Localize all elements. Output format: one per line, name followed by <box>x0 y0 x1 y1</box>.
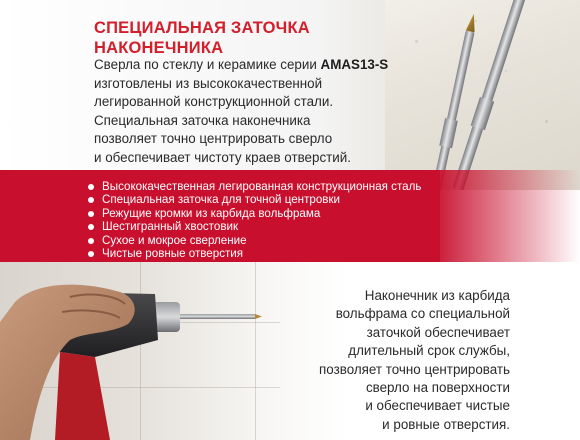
feature-item: Специальная заточка для точной центровки <box>88 193 421 206</box>
intro-line-2: изготовлены из высококачественной <box>94 75 323 91</box>
drill-bits-image <box>395 0 535 190</box>
bullet-icon <box>88 224 94 230</box>
section-heading <box>94 18 310 58</box>
intro-line-3: легированной конструкционной стали. <box>94 94 334 109</box>
features-band-fade <box>430 170 580 262</box>
drill-in-hand-image <box>0 262 330 440</box>
tip-line-3: заточкой обеспечивает <box>366 324 510 340</box>
feature-item: Сухое и мокрое сверление <box>88 234 421 247</box>
feature-item: Режущие кромки из карбида вольфрама <box>88 207 421 220</box>
bullet-icon <box>88 211 94 217</box>
feature-item: Чистые ровные отверстия <box>88 247 421 260</box>
feature-item: Высококачественная легированная конструкционная сталь <box>88 180 421 193</box>
intro-line-4: Специальная заточка наконечника <box>94 112 311 128</box>
tip-line-6: сверло на поверхности <box>365 380 510 396</box>
intro-line-5: позволяет точно центрировать сверло <box>94 131 333 146</box>
heading-line-1: СПЕЦИАЛЬНАЯ ЗАТОЧКА <box>94 19 310 37</box>
bullet-icon <box>88 238 94 244</box>
features-list <box>88 180 421 260</box>
bullet-icon <box>88 184 94 190</box>
model-name: AMAS13-S <box>320 57 389 72</box>
intro-paragraph <box>94 56 394 167</box>
intro-line-1-prefix: Сверла по стеклу и керамике серии <box>94 57 321 72</box>
heading-line-2: НАКОНЕЧНИКА <box>94 39 224 57</box>
intro-line-1 <box>94 56 394 75</box>
intro-line-6: и обеспечивает чистоту краев отверстий. <box>94 149 351 165</box>
bullet-icon <box>88 251 94 257</box>
bullet-icon <box>88 197 94 203</box>
tip-line-1: Наконечник из карбида <box>364 288 510 303</box>
tip-line-4: длительный срок службы, <box>348 343 510 359</box>
tip-line-2: вольфрама со специальной <box>335 306 510 322</box>
tip-line-7: и обеспечивает чистые <box>365 398 510 414</box>
tip-line-5: позволяет точно центрировать <box>319 361 510 377</box>
feature-item: Шестигранный хвостовик <box>88 220 421 233</box>
tip-line-8: и ровные отверстия. <box>382 416 510 432</box>
tip-description <box>300 287 510 434</box>
